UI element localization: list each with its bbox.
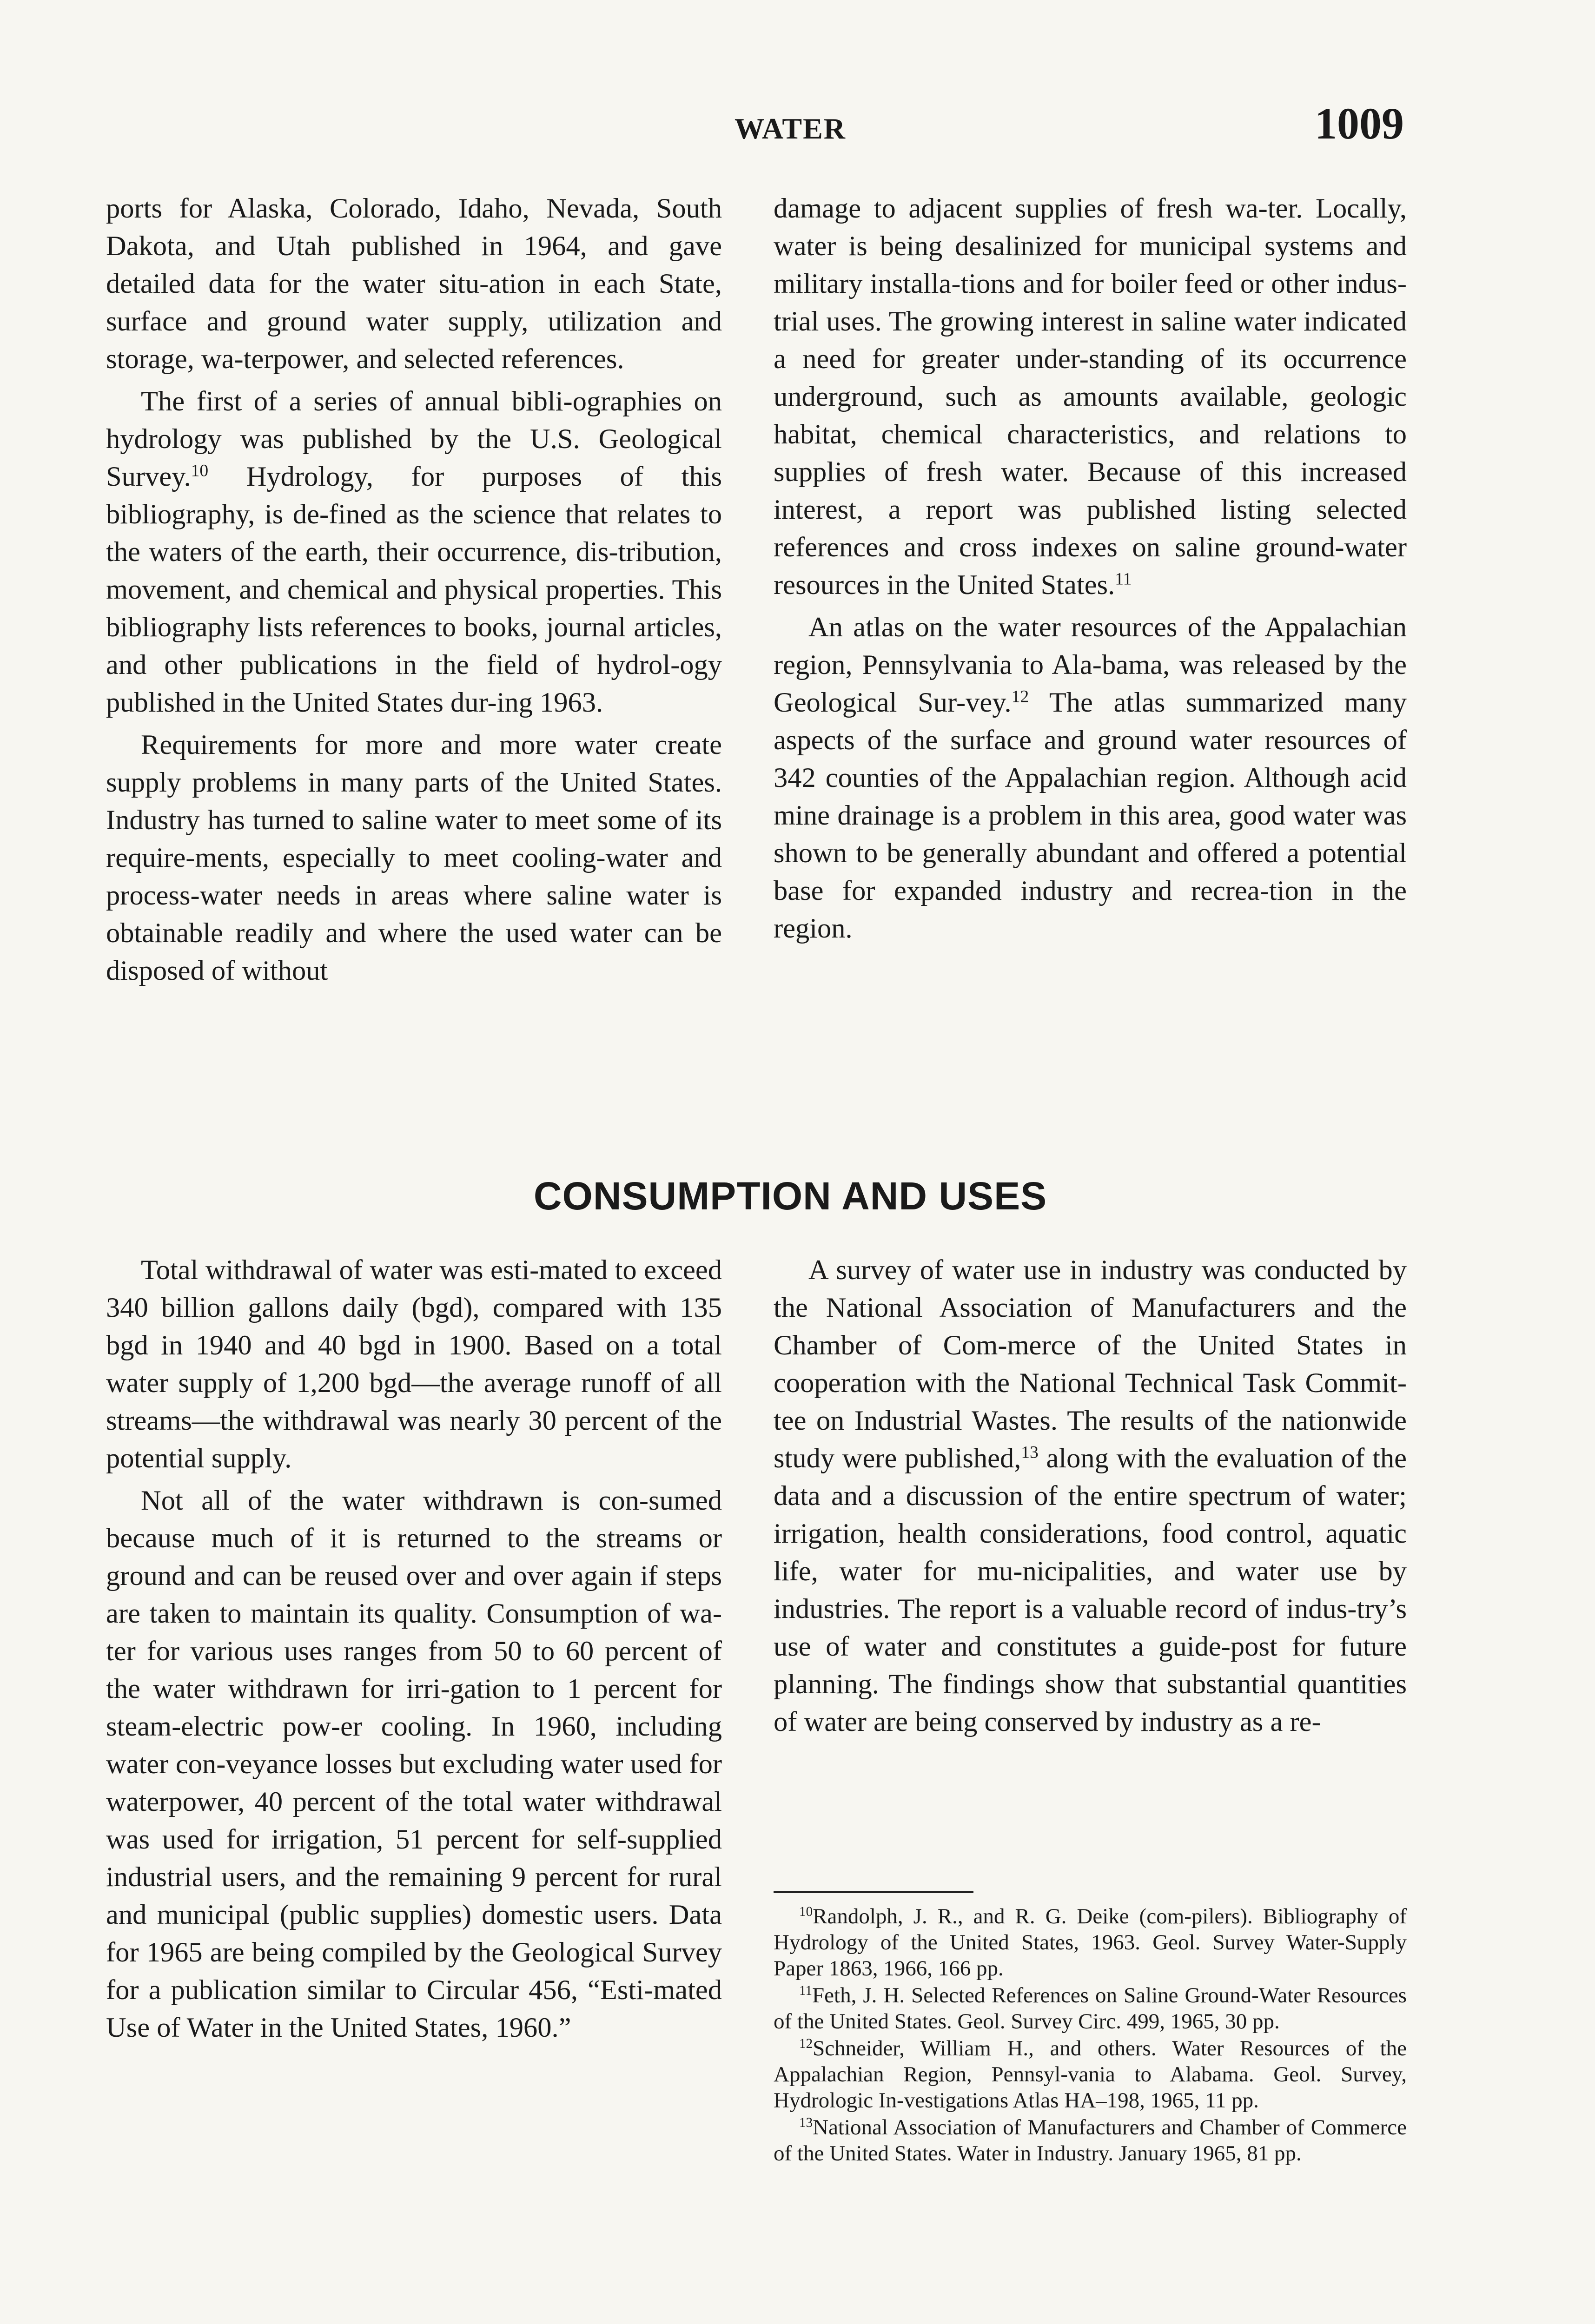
footnotes bbox=[774, 1903, 1407, 2167]
page-number: 1009 bbox=[1315, 99, 1404, 148]
footnote-ref: 13 bbox=[1021, 1443, 1039, 1462]
footnote-number: 12 bbox=[799, 2036, 813, 2051]
paragraph bbox=[106, 383, 722, 721]
footnote-text: Randolph, J. R., and R. G. Deike (com-pilers). Bibliography of Hydrology of the United States, 1963. Geol. Survey Water-Supply Paper 1863, 1966, 166 pp. bbox=[774, 1904, 1407, 1981]
footnote-number: 10 bbox=[799, 1904, 813, 1919]
paragraph-text: damage to adjacent supplies of fresh wa-ter. Locally, water is being desalinized for municipal systems and military installa-tions and for boiler feed or other indus-trial uses. The growing interest in saline water indicated a need for greater under-standing of its occurrence underground, such as amounts available, geologic habitat, chemical characteristics, and relations to supplies of fresh water. Because of this increased interest, a report was published listing selected references and cross indexes on saline ground-water resources in the United States. bbox=[774, 193, 1407, 601]
paragraph-text: Hydrology, for purposes of this bibliography, is de-fined as the science that relates to the waters of the earth, their occurrence, dis-tribution, movement, and chemical and physical properties. This bibliography lists references to books, journal articles, and other publications in the field of hydrol-ogy published in the United States dur-ing 1963. bbox=[106, 461, 722, 718]
column-bottom-right bbox=[774, 1251, 1407, 1741]
footnote-ref: 10 bbox=[191, 461, 209, 481]
column-top-right bbox=[774, 190, 1407, 947]
footnote-text: Feth, J. H. Selected References on Saline Ground-Water Resources of the United States. Geol. Survey Circ. 499, 1965, 30 pp. bbox=[774, 1983, 1407, 2034]
paragraph-text: An atlas on the water resources of the Appalachian region, Pennsylvania to Ala-bama, was released by the Geological Sur-vey. bbox=[774, 612, 1407, 718]
footnote-ref: 11 bbox=[1115, 569, 1132, 589]
footnote-rule bbox=[774, 1891, 973, 1893]
footnote bbox=[774, 1903, 1407, 1981]
paragraph: Not all of the water withdrawn is con-sumed because much of it is returned to the streams or ground and can be reused over and over again if steps are taken to maintain its quality. Consumption of wa-ter for various uses ranges from 50 to 60 percent of the water withdrawn for irri-gation to 1 percent for steam-electric pow-er cooling. In 1960, including water con-veyance losses but excluding water used for waterpower, 40 percent of the total water withdrawal was used for irrigation, 51 percent for self-supplied industrial users, and the remaining 9 percent for rural and municipal (public supplies) domestic users. Data for 1965 are being compiled by the Geological Survey for a publication similar to Circular 456, “Esti-mated Use of Water in the United States, 1960.” bbox=[106, 1485, 722, 2043]
paragraph bbox=[774, 1251, 1407, 1741]
footnote bbox=[774, 2035, 1407, 2113]
column-top-left bbox=[106, 190, 722, 990]
section-heading: CONSUMPTION AND USES bbox=[533, 1174, 1047, 1218]
running-head: WATER bbox=[735, 112, 846, 145]
paragraph-text: The first of a series of annual bibli-ographies on hydrology was published by the U.S. Geological Survey. bbox=[106, 386, 722, 492]
paragraph bbox=[774, 608, 1407, 947]
paragraph-text: A survey of water use in industry was conducted by the National Association of Manufacturers and the Chamber of Com-merce of the United States in cooperation with the National Technical Task Commit-tee on Industrial Wastes. The results of the nationwide study were published, bbox=[774, 1254, 1407, 1474]
footnote-ref: 12 bbox=[1011, 687, 1029, 706]
paragraph-text: along with the evaluation of the data and a discussion of the entire spectrum of water; irrigation, health considerations, food control, aquatic life, water for mu-nicipalities, and water use by industries. The report is a valuable record of indus-try’s use of water and constitutes a guide-post for future planning. The findings show that substantial quantities of water are being conserved by industry as a re- bbox=[774, 1443, 1407, 1737]
footnote bbox=[774, 1982, 1407, 2034]
paragraph: ports for Alaska, Colorado, Idaho, Nevada, South Dakota, and Utah published in 1964, and gave detailed data for the water situ-ation in each State, surface and ground water supply, utilization and storage, wa-terpower, and selected references. bbox=[106, 193, 722, 375]
column-bottom-left bbox=[106, 1251, 722, 2047]
footnote-number: 13 bbox=[799, 2115, 813, 2130]
paragraph-text: The atlas summarized many aspects of the surface and ground water resources of 342 counties of the Appalachian region. Although acid mine drainage is a problem in this area, good water was shown to be generally abundant and offered a potential base for expanded industry and recrea-tion in the region. bbox=[774, 687, 1407, 944]
footnote-text: National Association of Manufacturers and Chamber of Commerce of the United States. Water in Industry. January 1965, 81 pp. bbox=[774, 2115, 1407, 2166]
paragraph: Total withdrawal of water was esti-mated to exceed 340 billion gallons daily (bgd), compared with 135 bgd in 1940 and 40 bgd in 1900. Based on a total water supply of 1,200 bgd—the average runoff of all streams—the withdrawal was nearly 30 percent of the potential supply. bbox=[106, 1254, 722, 1474]
footnote-text: Schneider, William H., and others. Water Resources of the Appalachian Region, Pennsyl-vania to Alabama. Geol. Survey, Hydrologic In-vestigations Atlas HA–198, 1965, 11 pp. bbox=[774, 2036, 1407, 2113]
paragraph: Requirements for more and more water create supply problems in many parts of the United States. Industry has turned to saline water to meet some of its require-ments, especially to meet cooling-water and process-water needs in areas where saline water is obtainable readily and where the used water can be disposed of without bbox=[106, 729, 722, 986]
paragraph bbox=[774, 190, 1407, 604]
footnote bbox=[774, 2114, 1407, 2166]
footnote-number: 11 bbox=[799, 1983, 813, 1998]
